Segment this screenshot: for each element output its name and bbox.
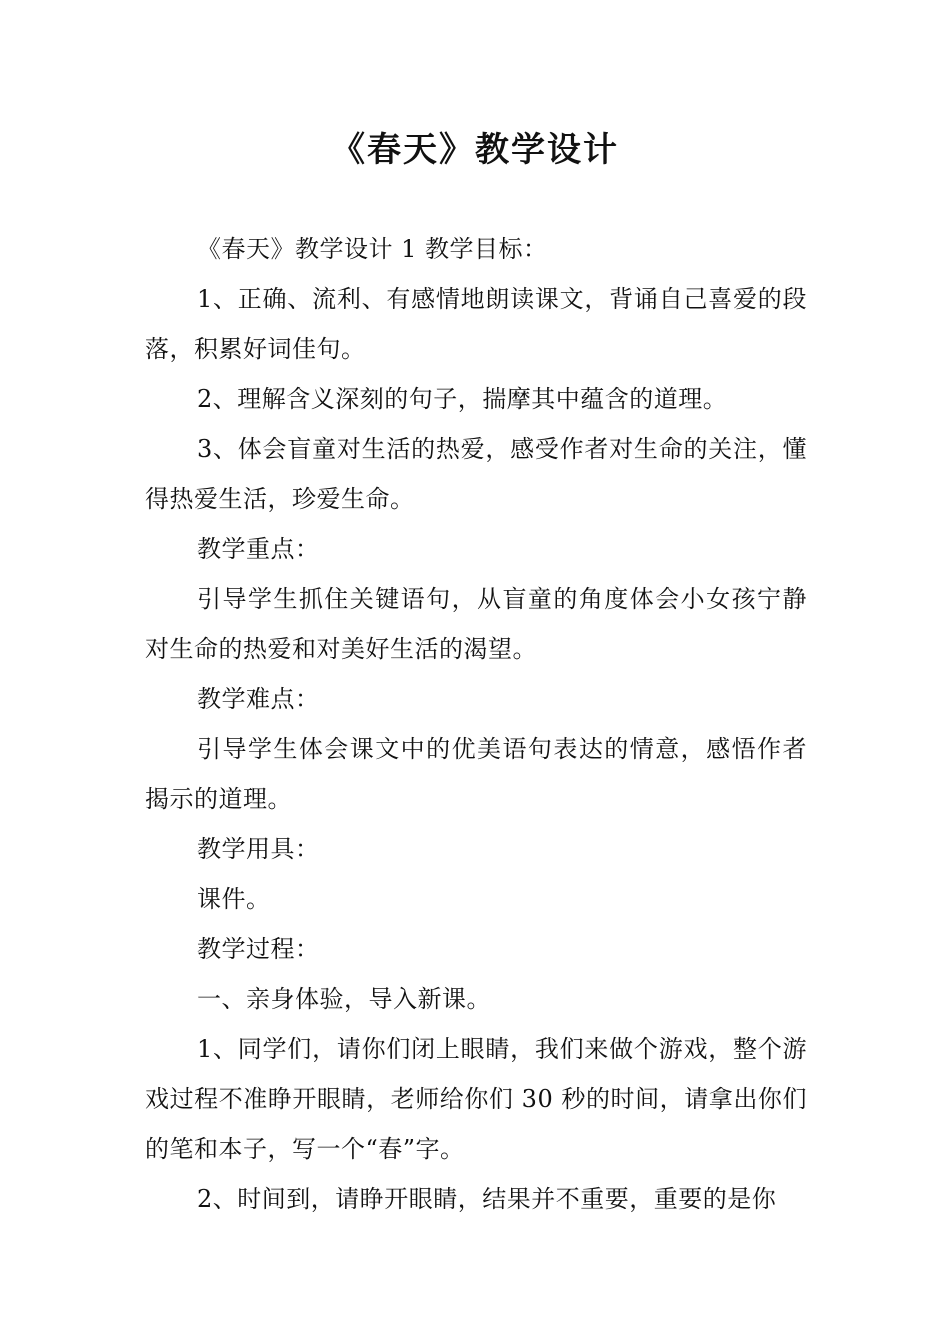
document-title: 《春天》教学设计	[331, 130, 619, 170]
paragraph-step-1-1: 1、同学们，请你们闭上眼睛，我们来做个游戏，整个游戏过程不准睁开眼睛，老师给你们 30 秒的时间，请拿出你们的笔和本子，写一个“春”字。	[145, 1035, 807, 1163]
paragraph-key-points: 引导学生抓住关键语句，从盲童的角度体会小女孩宁静对生命的热爱和对美好生活的渴望。	[145, 585, 807, 663]
heading-key-points: 教学重点：	[197, 535, 320, 563]
document-body	[145, 224, 807, 1224]
paragraph-difficulties: 引导学生体会课文中的优美语句表达的情意，感悟作者揭示的道理。	[145, 735, 807, 813]
heading-tools: 教学用具：	[197, 835, 320, 863]
paragraph-goal-2: 2、理解含义深刻的句子，揣摩其中蕴含的道理。	[197, 385, 728, 413]
paragraph-goal-3: 3、体会盲童对生活的热爱，感受作者对生命的关注，懂得热爱生活，珍爱生命。	[145, 435, 807, 513]
paragraph-step-1: 一、亲身体验，导入新课。	[197, 985, 491, 1013]
paragraph-goal-1: 1、正确、流利、有感情地朗读课文，背诵自己喜爱的段落，积累好词佳句。	[145, 285, 807, 363]
paragraph-intro: 《春天》教学设计 1 教学目标：	[197, 235, 548, 263]
paragraph-tools: 课件。	[197, 885, 271, 913]
heading-difficulties: 教学难点：	[197, 685, 320, 713]
paragraph-step-1-2: 2、时间到，请睁开眼睛，结果并不重要，重要的是你	[197, 1185, 777, 1213]
heading-process: 教学过程：	[197, 935, 320, 963]
